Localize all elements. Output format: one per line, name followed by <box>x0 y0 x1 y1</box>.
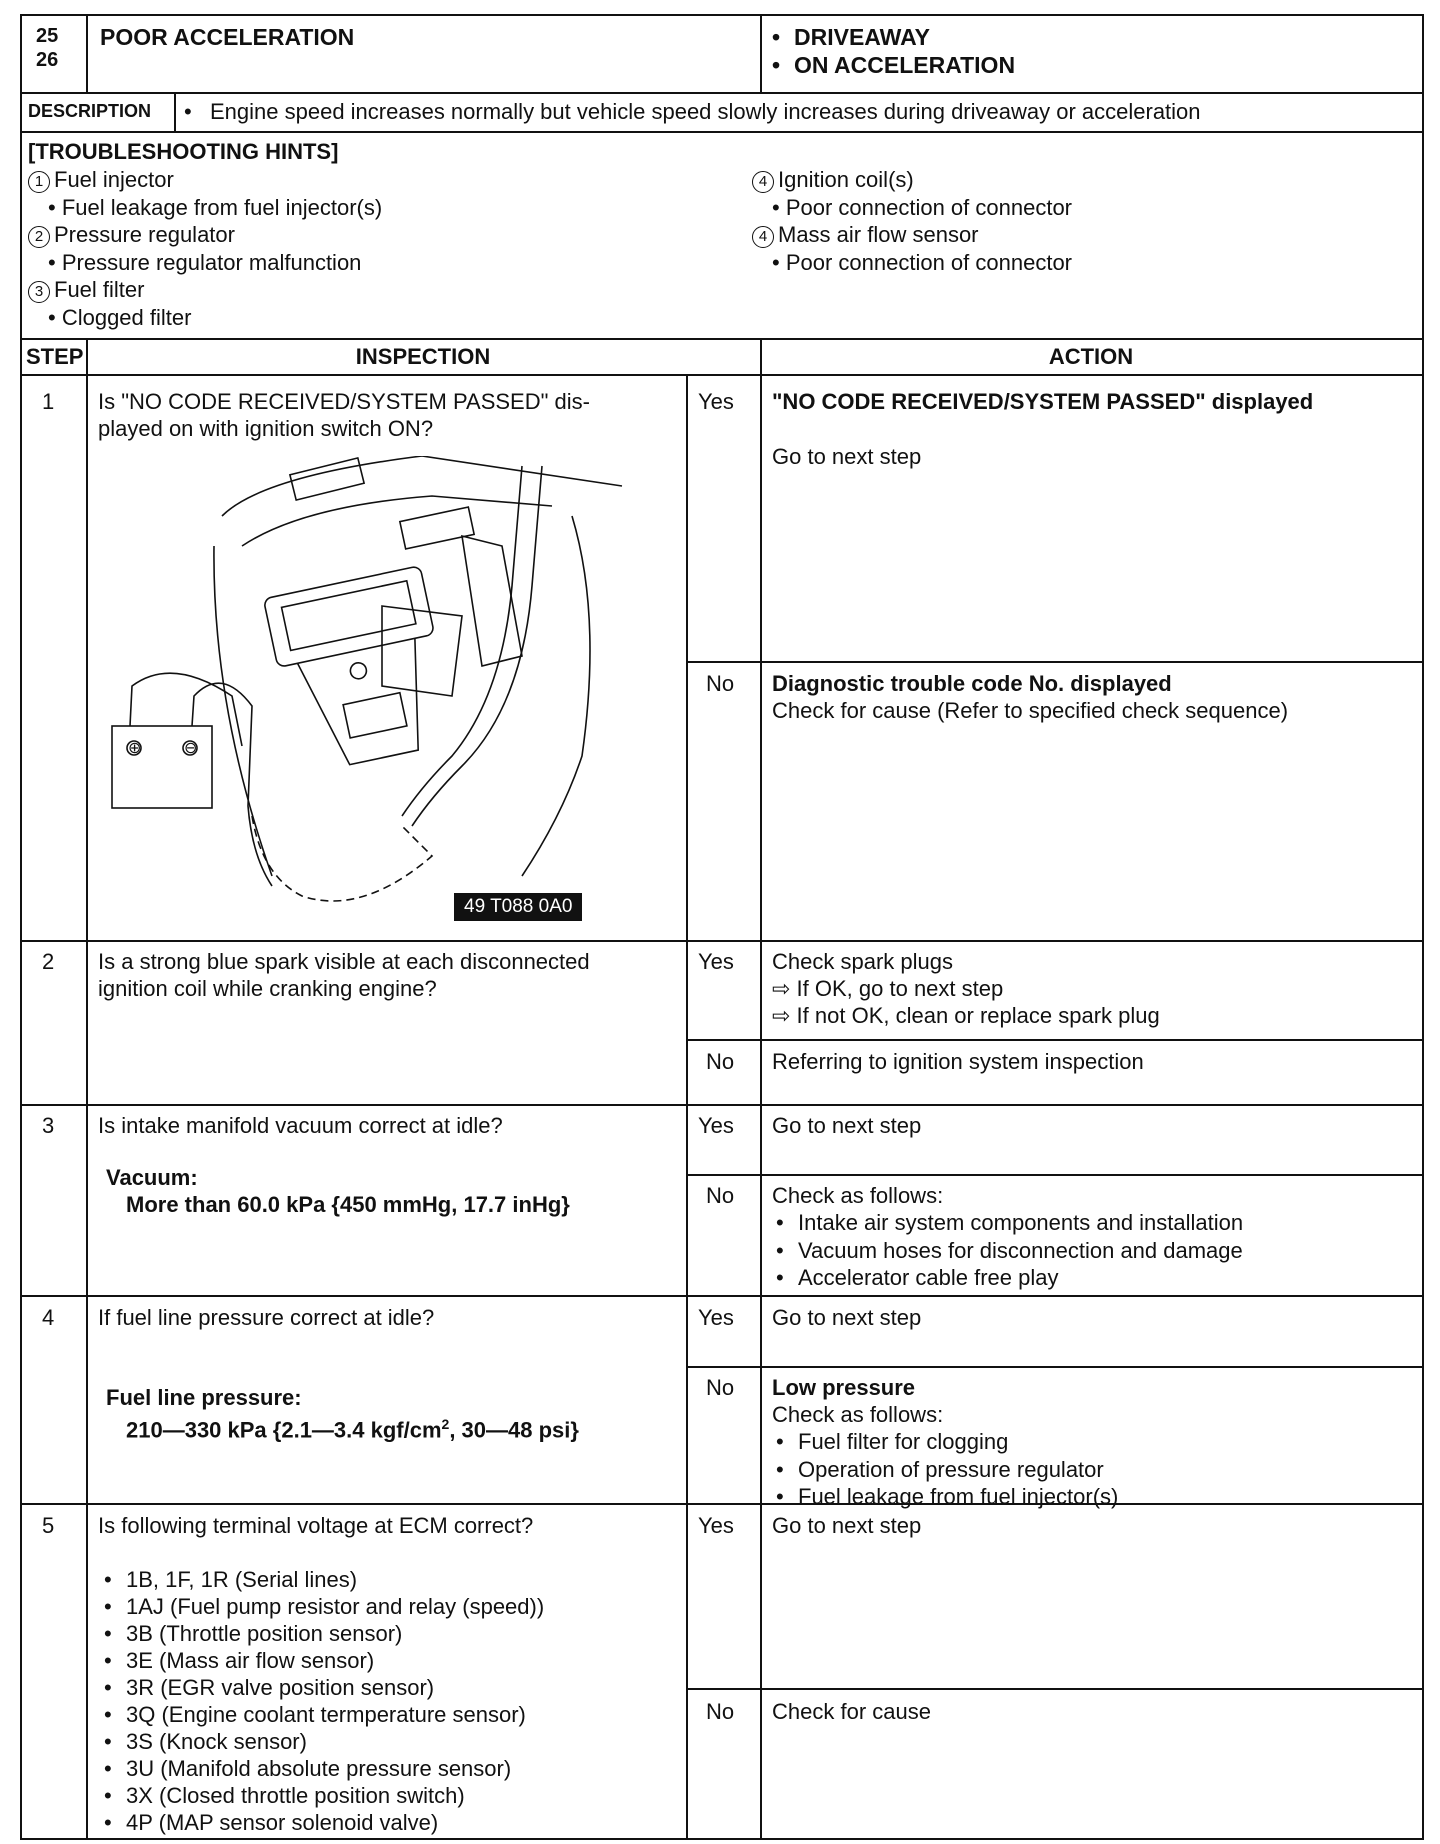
action-list-item: ⇨ If OK, go to next step <box>772 975 1160 1002</box>
hint-sub: • Clogged filter <box>28 304 382 332</box>
code-number: 26 <box>36 49 59 71</box>
terminal-item: • 3B (Throttle position sensor) <box>100 1620 544 1647</box>
inspection-text: Is a strong blue spark visible at each disconnected <box>98 949 590 974</box>
terminal-item: • 3U (Manifold absolute pressure sensor) <box>100 1755 544 1782</box>
scan-tool-keypad <box>343 693 407 738</box>
column-header-step: STEP <box>26 344 84 369</box>
column-header-inspection: INSPECTION <box>355 344 491 369</box>
yes-label: Yes <box>698 1513 734 1538</box>
hint-number: 2 <box>28 226 50 248</box>
rule <box>686 661 1422 663</box>
hints-left <box>28 166 382 331</box>
page-title: POOR ACCELERATION <box>100 24 355 50</box>
hint-sub: • Fuel leakage from fuel injector(s) <box>28 194 382 222</box>
action-title: "NO CODE RECEIVED/SYSTEM PASSED" displayed <box>772 389 1314 414</box>
inspection-text: Is intake manifold vacuum correct at idle? <box>98 1113 503 1138</box>
hint-label: Fuel injector <box>54 167 174 192</box>
rule <box>86 16 88 92</box>
action-list-item: ⇨ If not OK, clean or replace spark plug <box>772 1002 1160 1029</box>
action-list <box>772 1428 1118 1511</box>
scan-tool-illustration <box>102 456 682 936</box>
action-text: Check as follows: <box>772 1402 944 1427</box>
no-label: No <box>706 671 735 696</box>
terminal-item: • 3E (Mass air flow sensor) <box>100 1647 544 1674</box>
rule <box>686 374 688 1838</box>
terminal-list <box>100 1566 544 1836</box>
rule <box>686 1039 1422 1041</box>
step-number: 2 <box>42 949 55 974</box>
rule <box>686 1688 1422 1690</box>
inspection-text: Is following terminal voltage at ECM correct? <box>98 1513 534 1538</box>
code-number: 25 <box>36 25 59 47</box>
spec-superscript: 2 <box>441 1416 450 1432</box>
no-label: No <box>706 1375 735 1400</box>
hint-label: Ignition coil(s) <box>778 167 914 192</box>
step-number: 5 <box>42 1513 55 1538</box>
description-label: DESCRIPTION <box>28 101 152 121</box>
no-label: No <box>706 1699 735 1724</box>
action-text: Go to next step <box>772 444 922 469</box>
scan-tool-body <box>263 566 434 668</box>
scan-tool-button <box>349 661 368 680</box>
dashboard-outline <box>242 496 552 546</box>
inspection-text: played on with ignition switch ON? <box>98 416 434 441</box>
inspection-text: ignition coil while cranking engine? <box>98 976 437 1001</box>
terminal-item: • 3Q (Engine coolant termperature sensor) <box>100 1701 544 1728</box>
pedal <box>462 536 522 666</box>
description-bullet: • <box>184 99 192 124</box>
spec-label: Fuel line pressure: <box>106 1385 302 1410</box>
step-number: 3 <box>42 1113 55 1138</box>
column-header-action: ACTION <box>1048 344 1134 369</box>
action-text: Check for cause <box>772 1699 931 1724</box>
pedal-bracket <box>382 606 462 696</box>
hint-label: Fuel filter <box>54 277 145 302</box>
rule <box>22 1503 1422 1505</box>
hint-number: 1 <box>28 171 50 193</box>
action-text: Go to next step <box>772 1513 922 1538</box>
rule <box>22 1295 1422 1297</box>
action-list-item: • Vacuum hoses for disconnection and damage <box>772 1237 1243 1265</box>
rule <box>174 92 176 131</box>
condition-list <box>768 24 1015 79</box>
cable <box>402 466 522 816</box>
terminal-item: • 3X (Closed throttle position switch) <box>100 1782 544 1809</box>
power-cable <box>252 816 432 901</box>
rule <box>22 338 1422 340</box>
inspection-text: If fuel line pressure correct at idle? <box>98 1305 435 1330</box>
minus-symbol: ⊖ <box>184 738 198 757</box>
rule <box>686 1366 1422 1368</box>
hint-item <box>28 276 382 304</box>
terminal-item: • 3R (EGR valve position sensor) <box>100 1674 544 1701</box>
hints-right <box>752 166 1072 276</box>
action-list-item: • Fuel leakage from fuel injector(s) <box>772 1483 1118 1511</box>
hint-item <box>752 166 1072 194</box>
action-text: Check as follows: <box>772 1183 944 1208</box>
terminal-item: • 1AJ (Fuel pump resistor and relay (speed)) <box>100 1593 544 1620</box>
hint-label: Pressure regulator <box>54 222 235 247</box>
action-text: Go to next step <box>772 1113 922 1138</box>
spec-value-part: , 30—48 psi} <box>449 1417 579 1443</box>
terminal-item: • 1B, 1F, 1R (Serial lines) <box>100 1566 544 1593</box>
action-list-item: • Fuel filter for clogging <box>772 1428 1118 1456</box>
hint-sub: • Poor connection of connector <box>752 249 1072 277</box>
rule <box>686 1174 1422 1176</box>
battery-lead <box>192 683 272 886</box>
diagnostic-sheet <box>20 14 1424 1840</box>
dashboard-outline <box>214 546 272 876</box>
hint-sub: • Pressure regulator malfunction <box>28 249 382 277</box>
condition-item: • ON ACCELERATION <box>768 52 1015 80</box>
action-list-item: • Operation of pressure regulator <box>772 1456 1118 1484</box>
hint-number: 4 <box>752 171 774 193</box>
rule <box>86 338 88 1838</box>
hint-label: Mass air flow sensor <box>778 222 979 247</box>
action-list <box>772 1209 1243 1292</box>
action-title: Diagnostic trouble code No. displayed <box>772 671 1172 696</box>
spec-value-part: 210—330 kPa {2.1—3.4 kgf/cm <box>126 1417 442 1443</box>
action-text: Referring to ignition system inspection <box>772 1049 1144 1074</box>
step-number: 1 <box>42 389 55 414</box>
action-list-item: • Accelerator cable free play <box>772 1264 1243 1292</box>
yes-label: Yes <box>698 1305 734 1330</box>
rule <box>22 940 1422 942</box>
rule <box>760 16 762 92</box>
yes-label: Yes <box>698 1113 734 1138</box>
condition-item: • DRIVEAWAY <box>768 24 1015 52</box>
action-text: Check spark plugs <box>772 949 953 974</box>
hint-number: 3 <box>28 281 50 303</box>
hint-item <box>752 221 1072 249</box>
rule <box>22 1104 1422 1106</box>
description-text: Engine speed increases normally but vehicle speed slowly increases during driveaway or acceleration <box>210 99 1201 124</box>
inspection-text: Is "NO CODE RECEIVED/SYSTEM PASSED" dis- <box>98 389 590 414</box>
action-list <box>772 975 1160 1029</box>
terminal-item: • 4P (MAP sensor solenoid valve) <box>100 1809 544 1836</box>
rule <box>22 374 1422 376</box>
hints-title: [TROUBLESHOOTING HINTS] <box>28 139 339 164</box>
action-text: Go to next step <box>772 1305 922 1330</box>
dashboard-outline <box>522 516 590 876</box>
rule <box>760 374 762 1838</box>
cable <box>412 466 542 826</box>
rule <box>22 131 1422 133</box>
figure-code: 49 T088 0A0 <box>454 893 582 921</box>
hint-number: 4 <box>752 226 774 248</box>
spec-value: More than 60.0 kPa {450 mmHg, 17.7 inHg} <box>126 1192 570 1217</box>
dashboard-outline <box>222 456 622 516</box>
rule <box>22 92 1422 94</box>
spec-value <box>126 1411 579 1443</box>
action-list-item: • Intake air system components and installation <box>772 1209 1243 1237</box>
no-label: No <box>706 1183 735 1208</box>
plus-symbol: ⊕ <box>128 738 142 757</box>
no-label: No <box>706 1049 735 1074</box>
action-title: Low pressure <box>772 1375 916 1400</box>
hint-item <box>28 221 382 249</box>
yes-label: Yes <box>698 389 734 414</box>
yes-label: Yes <box>698 949 734 974</box>
action-text: Check for cause (Refer to specified check sequence) <box>772 698 1289 723</box>
step-number: 4 <box>42 1305 55 1330</box>
spec-label: Vacuum: <box>106 1165 198 1190</box>
terminal-item: • 3S (Knock sensor) <box>100 1728 544 1755</box>
hint-item <box>28 166 382 194</box>
hint-sub: • Poor connection of connector <box>752 194 1072 222</box>
